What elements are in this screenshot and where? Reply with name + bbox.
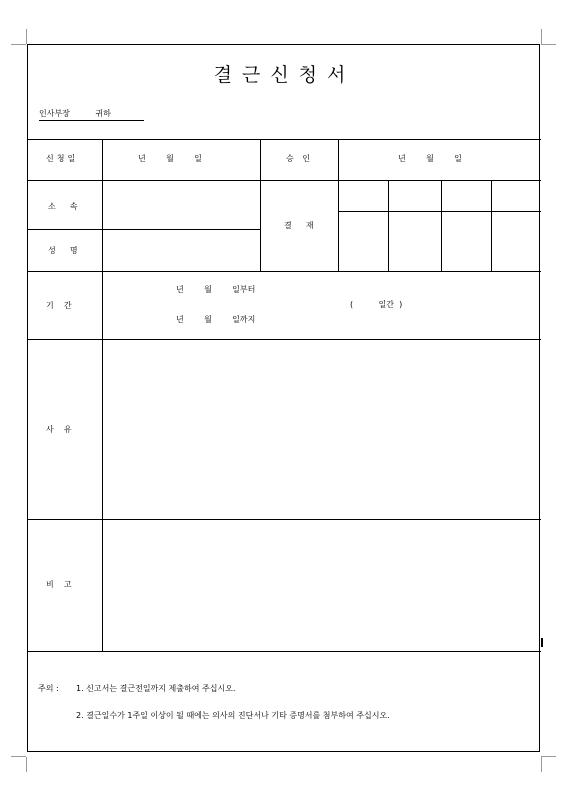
- form-title: 결근신청서: [213, 64, 356, 86]
- application-date-field[interactable]: 년 월 일: [138, 154, 202, 163]
- signoff-box-divider-1: [388, 180, 389, 271]
- row-divider-period: [28, 339, 541, 340]
- remarks-label: 비 고: [46, 580, 72, 589]
- signoff-box-divider-2: [441, 180, 442, 271]
- name-label: 성 명: [48, 246, 81, 255]
- notes-line-2: 2. 결근일수가 1주일 이상이 될 때에는 의사의 진단서나 기타 증명서를 첨부하여 주십시오.: [76, 711, 390, 720]
- notes-prefix: 주의 :: [38, 684, 59, 693]
- remarks-field[interactable]: [104, 521, 540, 650]
- signoff-box-divider-3: [491, 180, 492, 271]
- row-divider-date: [28, 180, 541, 181]
- row-divider-approval-boxes: [338, 211, 541, 212]
- row-divider-reason: [28, 519, 541, 520]
- reason-label: 사 유: [46, 425, 72, 434]
- approval-date-field[interactable]: 년 월 일: [398, 154, 462, 163]
- recipient-line: 인사부장 귀하: [39, 108, 144, 121]
- crop-mark-bottom-right-h: [541, 756, 556, 757]
- period-to-field[interactable]: 년 월 일까지: [176, 315, 256, 324]
- period-from-field[interactable]: 년 월 일부터: [176, 285, 256, 294]
- row-divider-remarks: [28, 651, 541, 652]
- row-divider-affiliation: [28, 229, 261, 230]
- absence-request-form: [27, 44, 540, 752]
- affiliation-label: 소 속: [48, 202, 81, 211]
- crop-mark-top-left-h: [11, 44, 26, 45]
- date-approval-divider: [260, 139, 261, 271]
- crop-mark-bottom-left-v: [26, 757, 27, 772]
- reason-field[interactable]: [104, 341, 540, 518]
- text-cursor: [541, 638, 543, 647]
- crop-mark-bottom-left-h: [11, 756, 26, 757]
- crop-mark-top-right-h: [541, 44, 556, 45]
- application-date-label: 신청일: [46, 154, 79, 163]
- row-divider-header: [28, 139, 541, 140]
- crop-mark-bottom-right-v: [541, 757, 542, 772]
- period-label: 기 간: [46, 301, 72, 310]
- approval-label: 승 인: [286, 154, 313, 163]
- crop-mark-top-right-v: [541, 29, 542, 44]
- affiliation-field[interactable]: [104, 182, 259, 228]
- crop-mark-top-left-v: [26, 29, 27, 44]
- label-column-divider: [102, 139, 103, 651]
- approval-label-divider: [338, 139, 339, 271]
- signoff-label: 결 재: [284, 221, 317, 230]
- period-days-field[interactable]: ( 일간 ): [350, 300, 403, 309]
- notes-line-1: 1. 신고서는 결근전일까지 제출하여 주십시오.: [76, 684, 236, 693]
- name-field[interactable]: [104, 231, 259, 270]
- row-divider-name: [28, 271, 541, 272]
